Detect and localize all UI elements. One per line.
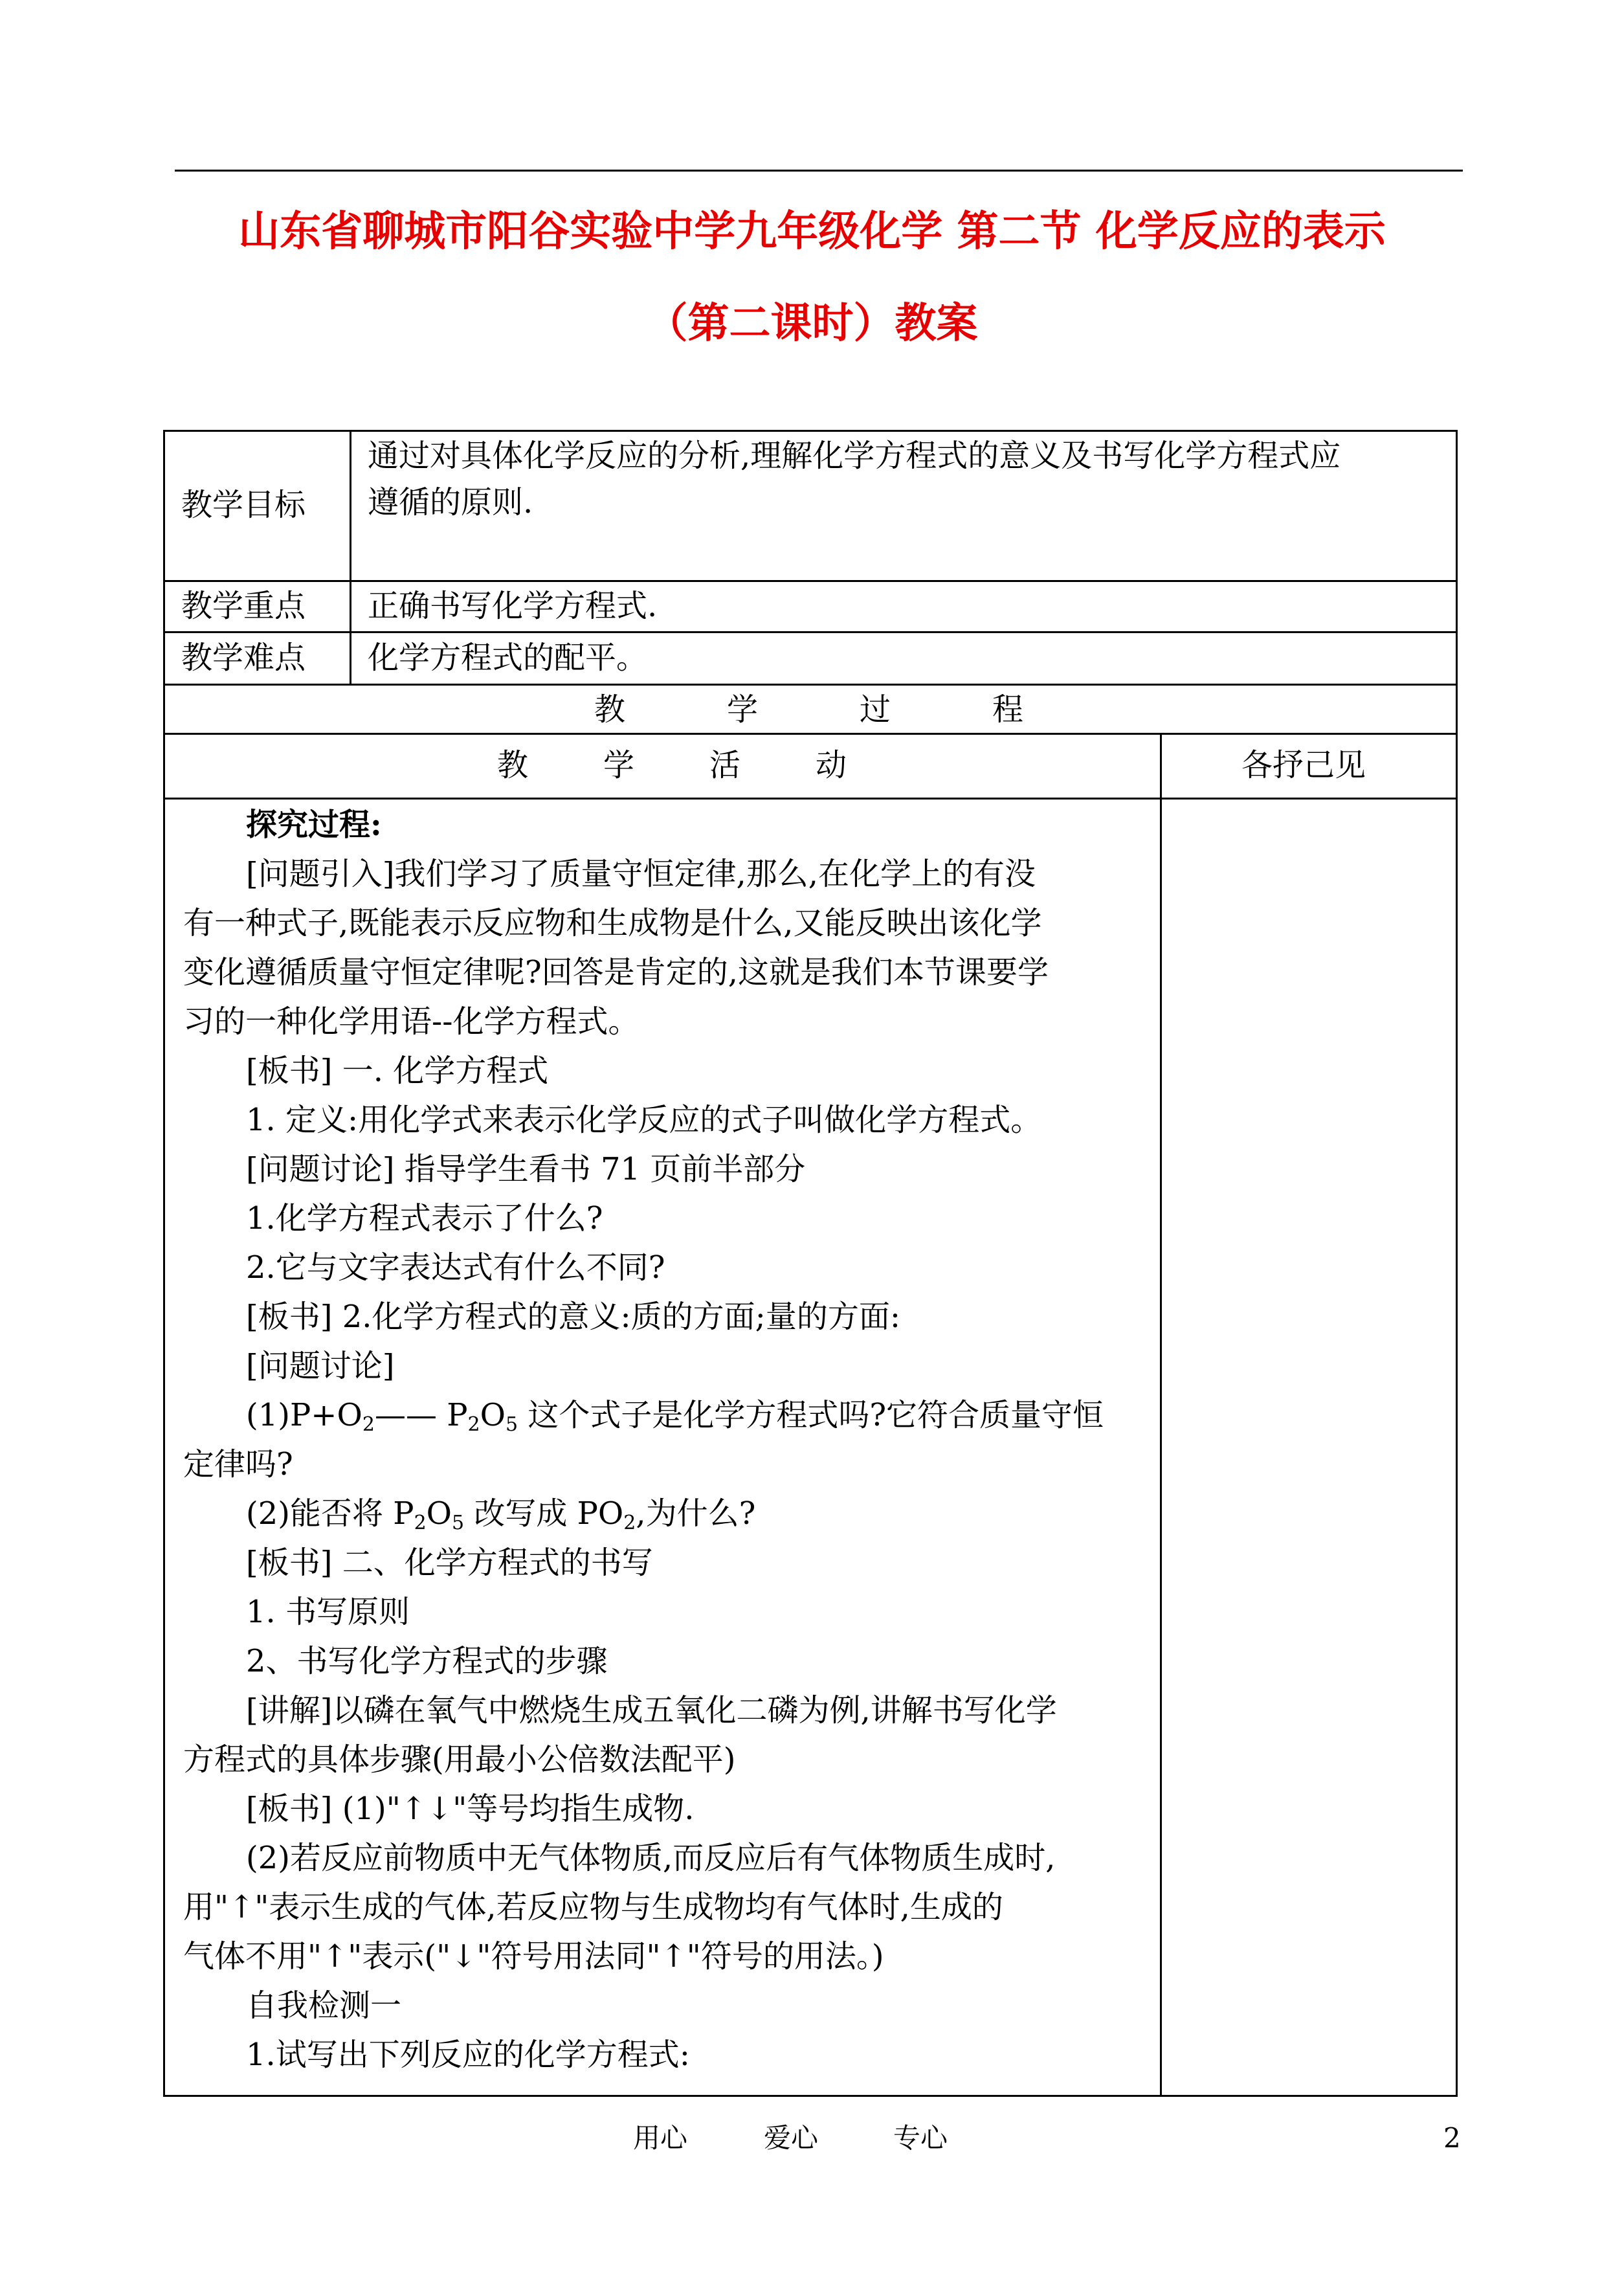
body-line: [问题引入]我们学习了质量守恒定律,那么,在化学上的有没 xyxy=(246,856,1036,892)
body-line: [问题讨论] xyxy=(246,1348,395,1384)
footer-motto: 爱心 xyxy=(764,2122,819,2154)
body-line: 气体不用"↑"表示("↓"符号用法同"↑"符号的用法。) xyxy=(183,1938,884,1974)
body-line: 2.它与文字表达式有什么不同? xyxy=(246,1249,665,1286)
body-line: 有一种式子,既能表示反应物和生成物是什么,又能反映出该化学 xyxy=(183,905,1042,941)
body-line-equation: $(1)P+O_2——$ $P_2O_5$ 这个式子是化学方程式吗?它符合质量守恒 xyxy=(246,1397,1104,1436)
body-line: 方程式的具体步骤(用最小公倍数法配平) xyxy=(183,1741,736,1778)
footer-motto: 专心 xyxy=(893,2122,948,2154)
body-line: 自我检测一 xyxy=(246,1987,402,2024)
body-line: [讲解]以磷在氧气中燃烧生成五氧化二磷为例,讲解书写化学 xyxy=(246,1692,1057,1728)
body-line: 1. 定义:用化学式来表示化学反应的式子叫做化学方程式。 xyxy=(246,1102,1042,1138)
body-line: 1.化学方程式表示了什么? xyxy=(246,1200,603,1236)
header-rule xyxy=(175,170,1463,172)
body-line: [问题讨论] 指导学生看书 71 页前半部分 xyxy=(246,1151,806,1187)
body-line: 1. 书写原则 xyxy=(246,1594,410,1630)
body-line: [板书] 二、化学方程式的书写 xyxy=(246,1545,653,1581)
page-number: 2 xyxy=(1443,2122,1461,2154)
body-line: [板书] 2.化学方程式的意义:质的方面;量的方面: xyxy=(246,1299,901,1335)
body-line: 探究过程: xyxy=(246,807,382,843)
difficulty-text: 化学方程式的配平。 xyxy=(368,640,648,676)
body-line: 1.试写出下列反应的化学方程式: xyxy=(246,2037,690,2073)
footer-motto: 用心 xyxy=(633,2122,688,2154)
body-line: [板书] (1)"↑↓"等号均指生成物. xyxy=(246,1791,695,1827)
row-label-difficulty: 教学难点 xyxy=(181,640,306,676)
objective-text-line1: 通过对具体化学反应的分析,理解化学方程式的意义及书写化学方程式应 xyxy=(368,438,1341,474)
body-line: 用"↑"表示生成的气体,若反应物与生成物均有气体时,生成的 xyxy=(183,1889,1003,1925)
notes-header: 各抒己见 xyxy=(1241,747,1366,783)
key-point-text: 正确书写化学方程式. xyxy=(368,588,658,624)
body-line: (2)若反应前物质中无气体物质,而反应后有气体物质生成时, xyxy=(246,1840,1056,1876)
body-line: 2、书写化学方程式的步骤 xyxy=(246,1643,608,1679)
body-line-formula: (2)能否将 $P_2O_5$ 改写成 $PO_2$,为什么? xyxy=(246,1495,756,1534)
document-title-line2: （第二课时）教案 xyxy=(646,300,978,348)
body-line: [板书] 一. 化学方程式 xyxy=(246,1053,549,1089)
row-label-objective: 教学目标 xyxy=(181,487,306,523)
document-title-line1: 山东省聊城市阳谷实验中学九年级化学 第二节 化学反应的表示 xyxy=(238,208,1386,256)
body-line: 习的一种化学用语--化学方程式。 xyxy=(183,1003,640,1040)
row-label-key-point: 教学重点 xyxy=(181,588,306,624)
body-line: 变化遵循质量守恒定律呢?回答是肯定的,这就是我们本节课要学 xyxy=(183,954,1049,990)
objective-text-line2: 遵循的原则. xyxy=(368,484,533,520)
body-line: 定律吗? xyxy=(183,1446,293,1482)
